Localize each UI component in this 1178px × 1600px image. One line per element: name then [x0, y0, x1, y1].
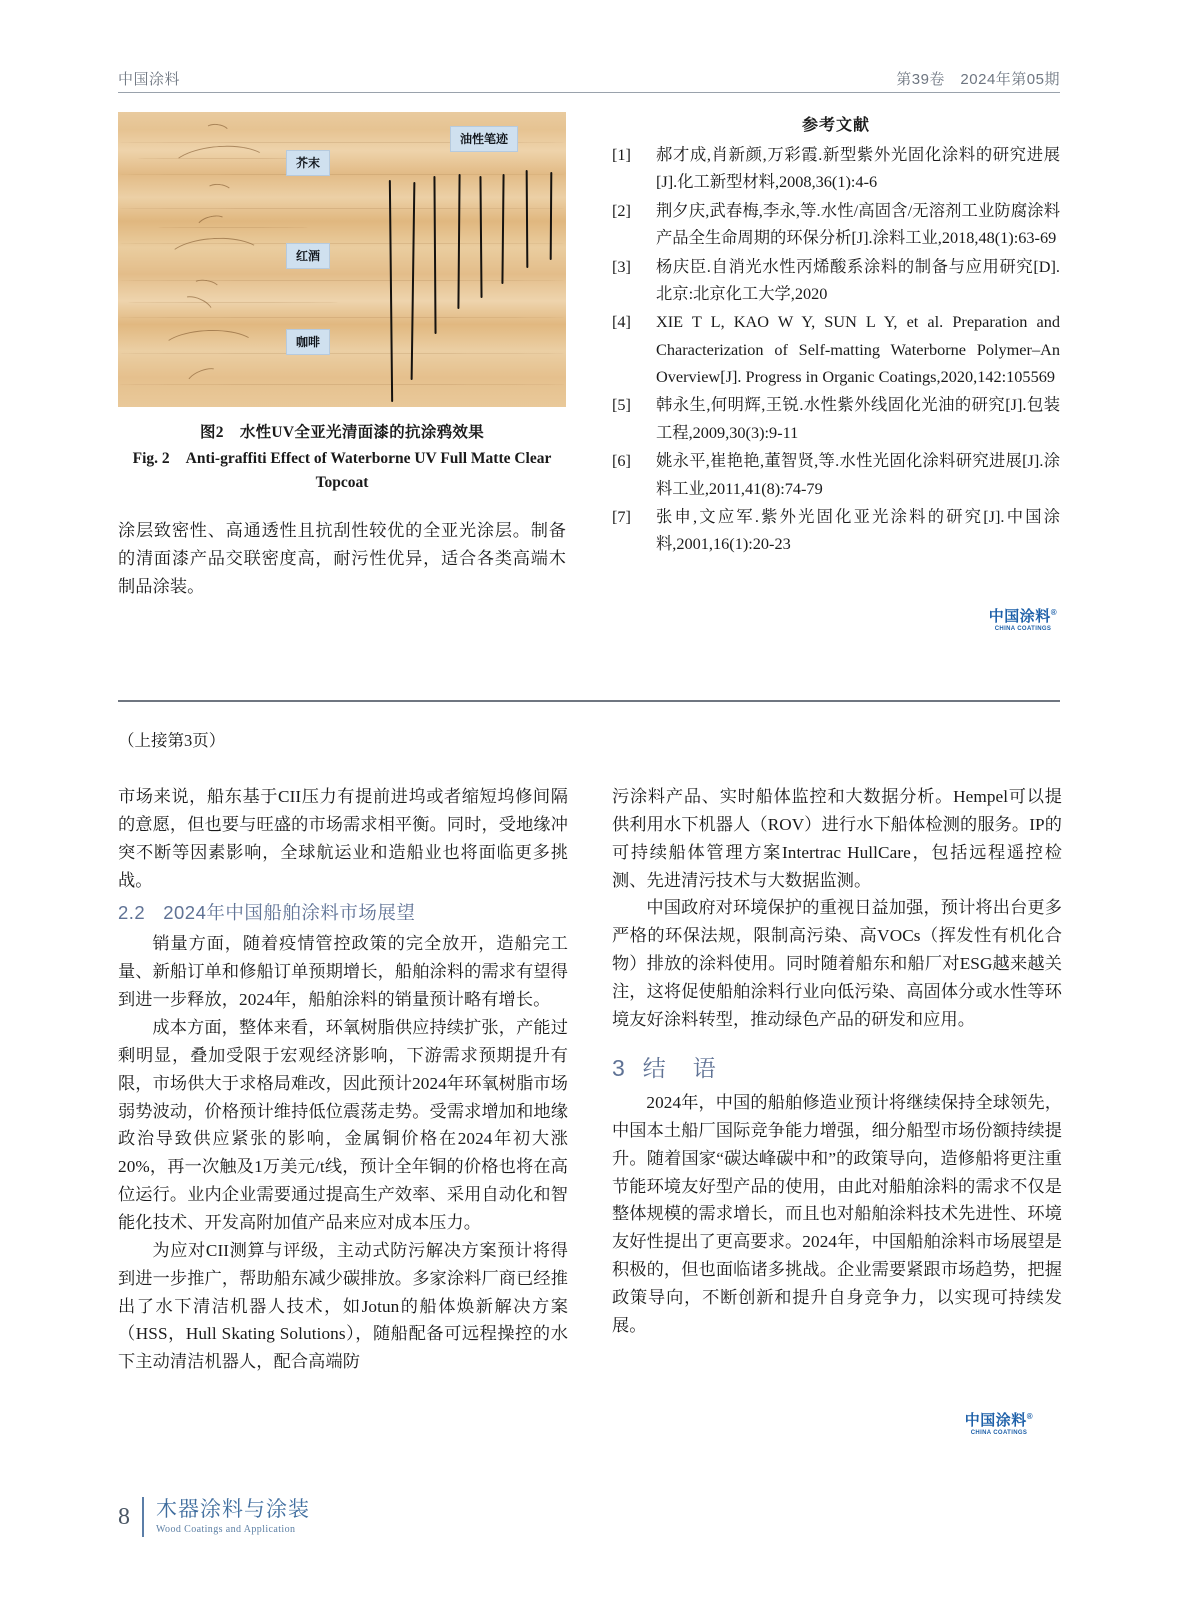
running-head-journal: 中国涂料 — [118, 71, 181, 88]
reference-text: 韩永生,何明辉,王锐.水性紫外线固化光油的研究[J].包装工程,2009,30(3):9-11 — [656, 395, 1060, 442]
page-number: 8 — [118, 1503, 130, 1530]
reference-item — [612, 391, 1060, 446]
lower-left-column — [118, 783, 568, 1376]
header-rule — [118, 92, 1060, 93]
upper-left-paragraph: 涂层致密性、高通透性且抗刮性较优的全亚光涂层。制备的清面漆产品交联密度高，耐污性优异，适合各类高端木制品涂装。 — [118, 521, 566, 596]
section-heading-2-2 — [118, 898, 568, 928]
references-list — [612, 141, 1060, 558]
reference-number: [3] — [612, 256, 631, 276]
reference-item — [612, 308, 1060, 390]
paragraph-continued-hempel: 污涂料产品、实时船体监控和大数据分析。Hempel可以提供利用水下机器人（ROV）进行水下船体检测的服务。IP的可持续船体管理方案Intertrac HullCare，包括远程遥控检测、先进清污技术与大数据监测。 — [612, 787, 1062, 890]
paragraph-environment-policy: 中国政府对环境保护的重视日益加强，预计将出台更多严格的环保法规，限制高污染、高VOCs（挥发性有机化合物）排放的涂料使用。同时随着船东和船厂对ESG越来越关注，这将促使船舶涂料行业向低污染、高固体分或水性等环境友好涂料转型，推动绿色产品的研发和应用。 — [612, 898, 1062, 1029]
upper-left-column — [118, 112, 566, 601]
continued-from-note: （上接第3页） — [118, 731, 226, 750]
section-heading-3 — [612, 1050, 1062, 1087]
logo-registered-mark: ® — [1050, 608, 1058, 617]
section-3-title: 结 语 — [642, 1054, 718, 1081]
logo-text-cn: 中国涂料® — [964, 1412, 1034, 1429]
footer-section-en: Wood Coatings and Application — [156, 1524, 296, 1536]
reference-item — [612, 141, 1060, 196]
footer-divider — [142, 1497, 144, 1537]
logo-text-cn: 中国涂料® — [988, 608, 1058, 625]
reference-number: [7] — [612, 506, 631, 526]
figure-2-caption — [118, 421, 566, 495]
paragraph-sales-volume: 销量方面，随着疫情管控政策的完全放开，造船完工量、新船订单和修船订单预期增长，船舶涂料的需求有望得到进一步释放，2024年，船舶涂料的销量预计略有增长。 — [118, 934, 568, 1010]
running-head-volume-issue: 第39卷 2024年第05期 — [896, 71, 1060, 88]
figure-caption-en-text: Anti-graffiti Effect of Waterborne UV Full Matte Clear Topcoat — [185, 450, 552, 492]
reference-number: [2] — [612, 200, 631, 220]
figure-caption-cn-number: 图2 — [199, 424, 224, 441]
reference-item — [612, 503, 1060, 558]
footer-section-cn: 木器涂料与涂装 — [156, 1497, 310, 1521]
logo-registered-mark: ® — [1026, 1412, 1034, 1421]
reference-text: 张申,文应军.紫外光固化亚光涂料的研究[J].中国涂料,2001,16(1):20-23 — [656, 506, 1060, 554]
reference-item — [612, 197, 1060, 252]
paragraph-cii-solutions: 为应对CII测算与评级，主动式防污解决方案预计将得到进一步推广，帮助船东减少碳排放。多家涂料厂商已经推出了水下清洁机器人技术，如Jotun的船体焕新解决方案（HSS，Hull Skating Solutions），随船配备可远程操控的水下主动清洁机器人，配合高端防 — [118, 1240, 568, 1372]
footer-section-name — [156, 1498, 310, 1537]
reference-text: XIE T L, KAO W Y, SUN L Y, et al. Preparation and Characterization of Self-matting Waterborne Polymer–An Overview[J]. Progress in Organic Coatings,2020,142:105569 — [656, 312, 1060, 386]
reference-item — [612, 253, 1060, 308]
reference-text: 杨庆臣.自消光水性丙烯酸系涂料的制备与应用研究[D].北京:北京化工大学,2020 — [656, 256, 1060, 303]
figure-caption-en-number: Fig. 2 — [132, 450, 170, 468]
reference-number: [5] — [612, 395, 631, 415]
paragraph-conclusion: 2024年，中国的船舶修造业预计将继续保持全球领先，中国本土船厂国际竞争能力增强，细分船型市场份额持续提升。随着国家“碳达峰碳中和”的政策导向，造修船将更注重节能环境友好型产品的使用，由此对船舶涂料的需求不仅是整体规模的需求增长，而且也对船舶涂料技术先进性、环境友好性提出了更高要求。2024年，中国船舶涂料市场展望是积极的，但也面临诸多挑战。企业需要紧跟市场趋势，把握政策导向，不断创新和提升自身竞争力，以实现可持续发展。 — [612, 1092, 1062, 1335]
figure-label-coffee: 咖啡 — [286, 329, 330, 355]
reference-text: 荆夕庆,武春梅,李永,等.水性/高固含/无溶剂工业防腐涂料产品全生命周期的环保分析[J].涂料工业,2018,48(1):63-69 — [656, 200, 1060, 248]
article-separator-rule — [118, 700, 1060, 702]
logo-text-en: CHINA COATINGS — [970, 1430, 1028, 1436]
section-2-2-number: 2.2 — [118, 902, 146, 924]
reference-text: 姚永平,崔艳艳,董智贤,等.水性光固化涂料研究进展[J].涂料工业,2011,41(8):74-79 — [656, 451, 1060, 498]
lower-right-column — [612, 783, 1062, 1340]
reference-number: [1] — [612, 145, 631, 164]
references-title: 参考文献 — [801, 117, 870, 134]
figure-2-image — [118, 112, 566, 407]
carryover-paragraph: 市场来说，船东基于CII压力有提前进坞或者缩短坞修间隔的意愿，但也要与旺盛的市场需求相平衡。同时，受地缘冲突不断等因素影响，全球航运业和造船业也将面临更多挑战。 — [118, 787, 568, 890]
figure-caption-cn-text: 水性UV全亚光清面漆的抗涂鸦效果 — [239, 424, 485, 441]
figure-label-mustard: 芥末 — [286, 150, 330, 176]
china-coatings-logo-bottom — [962, 1413, 1036, 1436]
figure-label-oil-pen: 油性笔迹 — [450, 126, 518, 152]
reference-item — [612, 447, 1060, 502]
page-footer — [118, 1497, 310, 1537]
figure-label-red-wine: 红酒 — [286, 243, 330, 269]
reference-text: 郝才成,肖新颜,万彩霞.新型紫外光固化涂料的研究进展[J].化工新型材料,2008,36(1):4-6 — [656, 145, 1060, 192]
reference-number: [4] — [612, 312, 631, 332]
paragraph-cost: 成本方面，整体来看，环氧树脂供应持续扩张，产能过剩明显，叠加受限于宏观经济影响，下游需求预期提升有限，市场供大于求格局难改，因此预计2024年环氧树脂市场弱势波动，价格预计维持低位震荡走势。受需求增加和地缘政治导致供应紧张的影响，金属铜价格在2024年初大涨20%，再一次触及1万美元/t线，预计全年铜的价格也将在高位运行。业内企业需要通过提高生产效率、采用自动化和智能化技术、开发高附加值产品来应对成本压力。 — [118, 1017, 568, 1232]
reference-number: [6] — [612, 451, 631, 471]
logo-text-en: CHINA COATINGS — [994, 626, 1052, 632]
section-2-2-title: 2024年中国船舶涂料市场展望 — [163, 902, 416, 924]
china-coatings-logo — [986, 609, 1060, 632]
running-head — [118, 68, 1060, 89]
references-column — [612, 112, 1060, 632]
upper-left-body — [118, 517, 566, 601]
section-3-number: 3 — [612, 1054, 627, 1081]
